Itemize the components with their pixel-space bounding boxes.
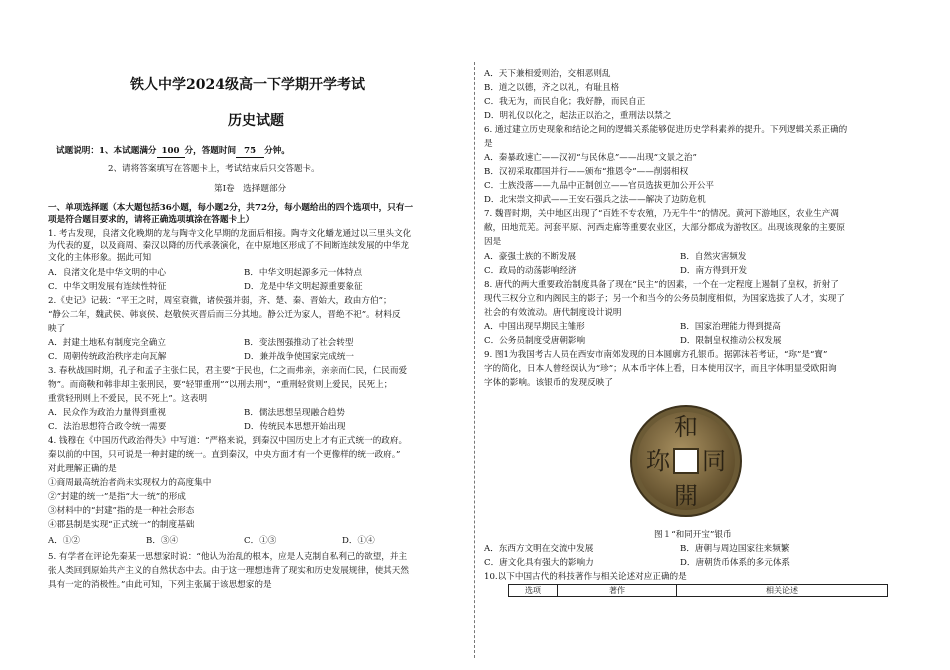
question-line: 字的简化，日本人曾经误认为“珍”；从本币字体上看，日本使用汉字，而且字体明显受欧阳询: [484, 364, 837, 374]
question-line: 10.以下中国古代的科技著作与相关论述对应正确的是: [484, 572, 687, 582]
question-line: 8. 唐代的两大重要政治制度具备了现在“民主”的因素，一个在一定程度上遏制了皇权，折射了: [484, 280, 839, 290]
table-header-option: 选项: [509, 585, 558, 597]
question-line: 秦以前的中国，只可说是一种封建的统一。直到秦汉，中央方面才有一个更像样的统一政府。”: [48, 450, 401, 460]
option-q8-d: D．限制皇权推动公权发展: [680, 336, 782, 346]
option-q6-b: B．汉初采取郡国并行——颁布“推恩令”——削弱相权: [484, 167, 689, 177]
question-line: 现代三权分立和内阁民主的影子；另一个和当今的公务员制度相似，为国家选拔了人才，实现了: [484, 294, 845, 304]
option-q4-b: B．③④: [146, 536, 179, 546]
option-q5-a: A．天下兼相爱则治，交相恶则乱: [484, 69, 611, 79]
question-line: 因是: [484, 237, 502, 247]
option-q7-c: C．政局的动荡影响经济: [484, 266, 577, 276]
question-line: 4. 钱穆在《中国历代政治得失》中写道：“严格来说，到秦汉中国历史上才有正式统一的政府。: [48, 436, 408, 446]
question-line: 6. 通过建立历史现象和结论之间的逻辑关系能够促进历史学科素养的提升。下列逻辑关系正确的: [484, 125, 848, 135]
question-line: 张人类回到原始共产主义的自然状态中去。由于这一理想违背了现实和历史发展规律，使其天然: [48, 566, 409, 576]
coin-char-right: 同: [702, 449, 726, 475]
option-q8-b: B．国家治理能力得到提高: [680, 322, 781, 332]
option-q5-b: B．道之以德，齐之以礼，有耻且格: [484, 83, 620, 93]
question-line: 为代表的夏，以及商周、秦汉以降的历代承袭演化，在中原地区形成了不间断连续发展的中华龙: [48, 241, 409, 251]
question-line: 对此理解正确的是: [48, 464, 117, 474]
option-q3-d: D．传统民本思想开始出现: [244, 422, 346, 432]
option-q9-b: B．唐朝与周边国家往来频繁: [680, 544, 790, 554]
question-line: 重赏轻刑则上不爱民，民不死上”。这表明: [48, 394, 208, 404]
question-line: 1. 考古发现，良渚文化晚期的龙与陶寺文化早期的龙面后相接。陶寺文化蟠龙通过以三里头文化: [48, 229, 412, 239]
option-q5-d: D．明礼仪以化之，起法正以治之，重刑法以禁之: [484, 111, 672, 121]
question-line: 映了: [48, 324, 66, 334]
question-line: 5. 有学者在评论先秦某一思想家时说：“他认为治乱的根本，应是人克制自私利己的欲望，并主: [48, 552, 408, 562]
coin-image: [630, 402, 742, 520]
coin-char-bottom: 開: [674, 484, 698, 510]
option-q3-a: A．民众作为政治力量得到重视: [48, 408, 166, 418]
question-line: 社会的有效流动。唐代制度设计说明: [484, 308, 622, 318]
option-q7-a: A．豪强士族的不断发展: [484, 252, 577, 262]
option-q9-d: D．唐朝货币体系的多元体系: [680, 558, 791, 568]
option-q2-b: B．变法图强推动了社会转型: [244, 338, 354, 348]
option-q7-d: D．南方得到开发: [680, 266, 748, 276]
option-q8-c: C．公务员制度受唐朝影响: [484, 336, 586, 346]
option-q1-d: D．龙是中华文明起源重要象征: [244, 282, 363, 292]
option-q8-a: A．中国出现早期民主雏形: [484, 322, 585, 332]
option-q9-c: C．唐文化具有强大的影响力: [484, 558, 594, 568]
option-q9-a: A．东西方文明在交流中发展: [484, 544, 594, 554]
option-q4-d: D．①④: [342, 536, 375, 546]
statement-1: ①商周最高统治者尚未实现权力的高度集中: [48, 478, 212, 488]
table-header-work: 著作: [558, 585, 677, 597]
question-line: 7. 魏晋时期，关中地区出现了“百姓不专农殖，乃无牛牛”的情况。黄河下游地区，农业生产凋: [484, 209, 839, 219]
question-line: 文化的主体形象。据此可知: [48, 253, 152, 263]
column-divider: [474, 62, 475, 658]
option-q1-a: A．良渚文化是中华文明的中心: [48, 268, 166, 278]
coin-square-hole: [674, 449, 698, 473]
left-column: [48, 0, 468, 670]
subject-title: 历史试题: [228, 113, 284, 129]
instructions-line2: 2、请将答案填写在答题卡上，考试结束后只交答题卡。: [108, 164, 320, 174]
statement-4: ④郡县制是实现“正式统一”的制度基础: [48, 520, 195, 530]
statement-3: ③材料中的“封建”指的是一种社会形态: [48, 506, 195, 516]
option-q5-c: C．我无为，而民自化；我好静，而民自正: [484, 97, 646, 107]
option-q4-c: C．①③: [244, 536, 277, 546]
statement-2: ②“封建的统一”是指“大一统”的形成: [48, 492, 186, 502]
question-line: 敝，田地荒芜。河套平原、河西走廊等重要农业区，大部分都成为游牧区。出现该现象的主要原: [484, 223, 845, 233]
section-heading-2: 项是符合题目要求的，请将正确选项填涂在答题卡上）: [48, 215, 255, 225]
tech-works-table: [508, 584, 888, 597]
coin-char-left: 珎: [646, 449, 670, 475]
volume-title: 第Ⅰ卷 选择题部分: [214, 184, 287, 194]
option-q1-c: C．中华文明发展有连续性特征: [48, 282, 167, 292]
option-q1-b: B．中华文明起源多元一体特点: [244, 268, 363, 278]
time-value: 75: [236, 146, 264, 158]
coin-char-top: 和: [674, 415, 698, 441]
option-q6-c: C．士族没落——九品中正制创立——官员选拔更加公开公平: [484, 181, 715, 191]
option-q7-b: B．自然灾害频发: [680, 252, 747, 262]
table-header-description: 相关论述: [677, 585, 888, 597]
option-q4-a: A．①②: [48, 536, 80, 546]
question-line: 是: [484, 139, 493, 149]
score-value: 100: [157, 146, 185, 158]
coin-svg: [630, 402, 742, 520]
option-q3-c: C．法治思想符合政令统一需要: [48, 422, 167, 432]
section-heading-1: 一、单项选择题（本大题包括36小题，每小题2分，共72分，每小题给出的四个选项中，只有一: [48, 203, 414, 213]
option-q6-a: A．秦暴政速亡——汉初“与民休息”——出现“文景之治”: [484, 153, 697, 163]
school-title: 铁人中学2024级高一下学期开学考试: [130, 77, 365, 93]
question-line: 字体的影响。该银币的发现反映了: [484, 378, 613, 388]
question-line: 3. 春秋战国时期，孔子和孟子主张仁民，君主要“于民也，仁之而弗亲，亲亲而仁民，仁民而爱: [48, 366, 408, 376]
table-header-row: [509, 585, 888, 597]
option-q2-a: A．封建土地私有制度完全确立: [48, 338, 166, 348]
question-line: 9. 图1为我国考古人员在西安市南郊发现的日本圆廓方孔银币。据郭沫若考证，“珎”是“寳”: [484, 350, 828, 360]
option-q3-b: B．儒法思想呈现融合趋势: [244, 408, 345, 418]
question-line: 2.《史记》记载：“平王之时，周室衰微，诸侯强并弱，齐、楚、秦、晋始大，政由方伯”；: [48, 296, 392, 306]
figure-caption: 图１“和同开宝”银币: [654, 530, 732, 540]
option-q2-c: C．周朝传统政治秩序走向瓦解: [48, 352, 167, 362]
option-q6-d: D．北宋崇文抑武——王安石强兵之法——解决了边防危机: [484, 195, 706, 205]
right-column: [484, 0, 904, 670]
question-line: “静公二年，魏武侯、韩哀侯、赵敬侯灭晋后而三分其地。静公迁为家人，晋绝不祀”。材料反: [48, 310, 401, 320]
question-line: 具有一定的消极性。”由此可知，下列主张属于该思想家的是: [48, 580, 272, 590]
question-line: 物”。而商鞅和韩非却主张刑民，要“轻罪重刑”“以刑去刑”，“重刑轻赏则上爱民，民死上；: [48, 380, 393, 390]
instructions-line1: 试题说明：1、本试题满分 100 分，答题时间 75 分钟。: [56, 146, 290, 156]
option-q2-d: D．兼并战争使国家完成统一: [244, 352, 355, 362]
